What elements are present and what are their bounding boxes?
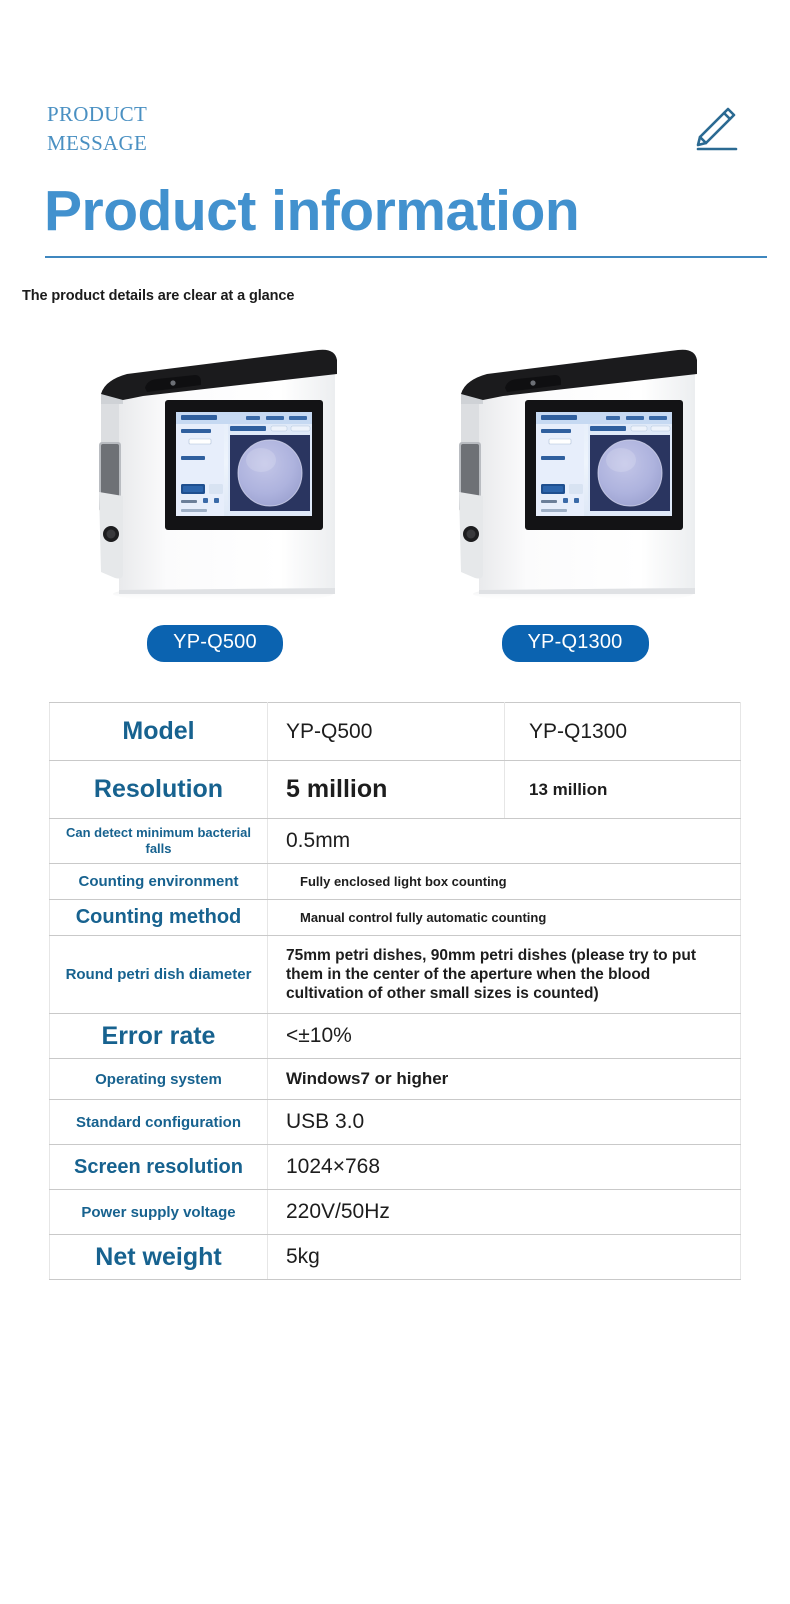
spec-value: 220V/50Hz — [268, 1190, 741, 1235]
specification-table — [49, 702, 741, 1280]
spec-label: Power supply voltage — [50, 1190, 268, 1235]
table-row — [50, 819, 741, 864]
table-row — [50, 1059, 741, 1100]
table-row — [50, 900, 741, 936]
table-row — [50, 1145, 741, 1190]
spec-value: Fully enclosed light box counting — [268, 864, 741, 900]
spec-value-q1300: 13 million — [505, 761, 741, 819]
spec-label: Counting method — [50, 900, 268, 936]
spec-value-q1300: YP-Q1300 — [505, 703, 741, 761]
spec-value-q500: YP-Q500 — [268, 703, 505, 761]
device-image-yp-q1300 — [443, 344, 708, 609]
product-badge[interactable]: YP-Q500 — [147, 625, 283, 662]
product-badge[interactable]: YP-Q1300 — [502, 625, 649, 662]
spec-value: 0.5mm — [268, 819, 741, 864]
page-subtitle: The product details are clear at a glance — [22, 288, 295, 304]
spec-value: 5kg — [268, 1235, 741, 1280]
pencil-write-icon — [686, 103, 742, 155]
title-divider — [45, 256, 767, 258]
spec-value: 75mm petri dishes, 90mm petri dishes (please try to put them in the center of the aperture when the blood cultivation of other small sizes is counted) — [268, 936, 741, 1014]
spec-label: Counting environment — [50, 864, 268, 900]
table-row — [50, 761, 741, 819]
page-title: Product information — [44, 179, 580, 243]
spec-value: 1024×768 — [268, 1145, 741, 1190]
spec-label: Standard configuration — [50, 1100, 268, 1145]
spec-label: Can detect minimum bacterial falls — [50, 819, 268, 864]
spec-value: USB 3.0 — [268, 1100, 741, 1145]
eyebrow-line-1: PRODUCT — [47, 102, 148, 126]
spec-label: Round petri dish diameter — [50, 936, 268, 1014]
device-image-yp-q500 — [83, 344, 348, 609]
eyebrow-line-2: MESSAGE — [47, 131, 148, 155]
product-gallery — [0, 344, 790, 662]
spec-label: Screen resolution — [50, 1145, 268, 1190]
spec-label: Net weight — [50, 1235, 268, 1280]
table-row — [50, 1014, 741, 1059]
spec-value: Manual control fully automatic counting — [268, 900, 741, 936]
table-row — [50, 703, 741, 761]
table-row — [50, 1100, 741, 1145]
spec-value: Windows7 or higher — [268, 1059, 741, 1100]
spec-label: Model — [50, 703, 268, 761]
table-row — [50, 864, 741, 900]
spec-label: Resolution — [50, 761, 268, 819]
product-item — [440, 344, 710, 662]
spec-label: Error rate — [50, 1014, 268, 1059]
table-row — [50, 936, 741, 1014]
page-header — [0, 0, 790, 304]
spec-value-q500: 5 million — [268, 761, 505, 819]
eyebrow-heading — [47, 100, 267, 158]
spec-value: <±10% — [268, 1014, 741, 1059]
table-row — [50, 1235, 741, 1280]
spec-label: Operating system — [50, 1059, 268, 1100]
table-row — [50, 1190, 741, 1235]
product-item — [80, 344, 350, 662]
